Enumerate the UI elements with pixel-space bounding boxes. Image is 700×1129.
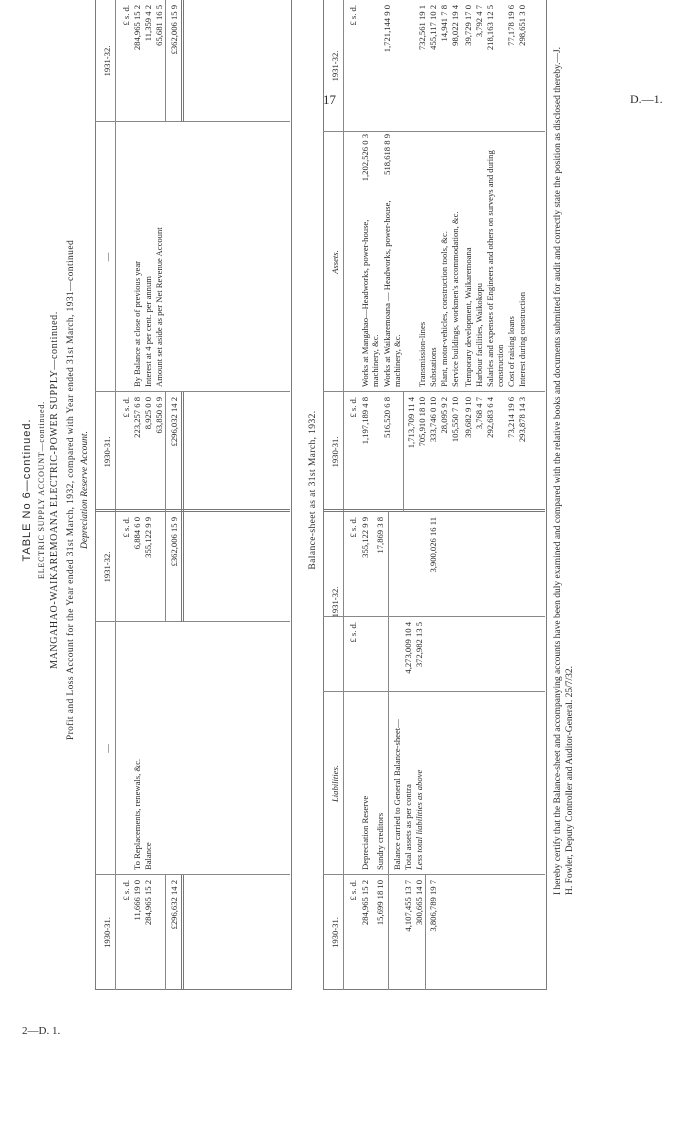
audit-certification: I hereby certify that the Balance-sheet and accompanying accounts have been duly examined and compared with the relative books and documents submitted for audit and correctly state the position as disclosed thereby.—J. H. Fowler, Deputy Controller and Auditor-General. 25/7/32. <box>553 46 575 895</box>
bs-asset-value: 105,550 7 10 <box>450 397 460 443</box>
bs-asset-value: 39,682 9 10 <box>463 397 473 438</box>
footer-code: 2—D. 1. <box>22 1025 61 1037</box>
depreciation-heading: Depreciation Reserve Account. <box>80 431 90 549</box>
scheme-subtitle: MANGAHAO-WAIKAREMOANA ELECTRIC-POWER SUPPLY—continued. <box>49 311 60 669</box>
bs-asset-label: Works at Mangahao—Headworks, power-house, machinery, &c. <box>360 219 380 387</box>
dep-credit-col-1931: 1930-31. <box>102 436 112 468</box>
dep-debit-label: To Replacements, renewals, &c. <box>132 758 142 870</box>
rotated-table-body <box>21 0 585 990</box>
bs-asset-value: 3,768 4 7 <box>474 397 484 430</box>
bs-asset-col-label: Assets. <box>330 250 340 274</box>
bs-asset-value: 732,561 19 1 <box>417 5 427 51</box>
bs-liab-col-1932: 1931-32. <box>330 586 340 618</box>
bs-asset-value: 705,910 18 10 <box>417 397 427 447</box>
bs-liab-value: 17,869 3 8 <box>375 517 385 554</box>
bs-liab-col-1931: 1930-31. <box>330 917 340 948</box>
bs-asset-label: Harbour facilities, Waikokopu <box>474 283 484 387</box>
dep-debit-total: £362,006 15 9 <box>169 517 179 567</box>
bs-asset-label: Cost of raising loans <box>506 316 516 387</box>
bs-asset-value: 14,941 7 8 <box>439 5 449 42</box>
bs-asset-label: Temporary development, Waikaremoana <box>463 247 473 387</box>
dep-debit-value: 355,122 9 9 <box>143 517 153 558</box>
bs-asset-label: Transmission-lines <box>417 321 427 387</box>
bs-liab-col-label: Liabilities. <box>330 765 340 803</box>
series-code: D.—1. <box>630 92 663 106</box>
bs-asset-col-1932: 1931-32. <box>330 50 340 82</box>
dep-credit-value: 63,850 6 9 <box>154 397 164 434</box>
bs-asset-value: 293,878 14 3 <box>517 397 527 443</box>
bs-asset-subvalue: 518,618 8 9 <box>382 134 392 175</box>
dep-debit-value: 6,884 6 0 <box>132 517 142 550</box>
bs-asset-value: 3,792 4 7 <box>474 5 484 38</box>
dep-debit-label: Balance <box>143 842 153 870</box>
bs-asset-label: Substations <box>428 347 438 387</box>
dep-credit-value: 65,681 16 5 <box>154 5 164 46</box>
dep-units: £ s. d. <box>121 5 131 26</box>
bs-asset-value: 292,683 6 4 <box>485 397 495 438</box>
dep-credit-col-blank: — <box>102 252 112 262</box>
dep-units: £ s. d. <box>121 880 131 901</box>
account-subtitle: ELECTRIC SUPPLY ACCOUNT—continued. <box>37 401 46 579</box>
bs-asset-label: Plant, motor-vehicles, construction tools, &c. <box>439 231 449 387</box>
bs-asset-value: 218,163 12 5 <box>485 5 495 51</box>
bs-liab-value: 300,665 14 0 <box>414 880 424 926</box>
bs-liab-value: 3,900,026 16 11 <box>428 517 438 573</box>
dep-debit-value: 11,666 19 0 <box>132 880 142 921</box>
bs-asset-label: Salaries and expenses of Engineers and others on surveys and during construction <box>485 150 505 387</box>
bs-asset-label: Interest during construction <box>517 292 527 387</box>
bs-liab-value: 4,273,009 10 4 <box>403 622 413 674</box>
bs-liab-label: Total assets as per contra <box>403 784 413 870</box>
bs-asset-label: Works at Waikaremoana — Headworks, power-house, machinery, &c. <box>382 200 402 387</box>
balance-sheet-heading: Balance-sheet as at 31st March, 1932. <box>308 410 318 570</box>
bs-asset-value: 28,095 9 2 <box>439 397 449 434</box>
bs-asset-value: 1,721,144 9 0 <box>382 5 392 53</box>
dep-debit-total: £296,632 14 2 <box>169 880 179 930</box>
bs-liab-label: Sundry creditors <box>375 812 385 870</box>
bs-asset-value: 1,197,189 4 8 <box>360 397 370 445</box>
dep-debit-col-1932: 1931-32. <box>102 551 112 583</box>
bs-liab-label: Less total liabilities as above <box>414 769 424 870</box>
bs-asset-subvalue: 1,202,526 0 3 <box>360 134 370 182</box>
bs-liab-value: 15,699 18 10 <box>375 880 385 926</box>
bs-liab-value: 355,122 9 9 <box>360 517 370 558</box>
bs-units: £ s. d. <box>348 5 358 26</box>
bs-asset-label: Service buildings, workmen's accommodation, &c. <box>450 211 460 387</box>
dep-units: £ s. d. <box>121 397 131 418</box>
bs-liab-label: Depreciation Reserve <box>360 795 370 870</box>
bs-asset-value: 333,746 0 10 <box>428 397 438 443</box>
bs-asset-value: 77,178 19 6 <box>506 5 516 46</box>
bs-asset-col-1931: 1930-31. <box>330 436 340 468</box>
bs-asset-value: 98,022 19 4 <box>450 5 460 46</box>
dep-credit-total: £296,032 14 2 <box>169 397 179 447</box>
bs-liab-value: 3,806,789 19 7 <box>428 880 438 932</box>
bs-units: £ s. d. <box>348 622 358 643</box>
dep-credit-total: £362,006 15 9 <box>169 5 179 55</box>
dep-credit-value: 284,965 15 2 <box>132 5 142 51</box>
dep-credit-label: Amount set aside as per Net Revenue Account <box>154 227 164 387</box>
bs-units: £ s. d. <box>348 397 358 418</box>
bs-liab-value: 4,107,455 13 7 <box>403 880 413 932</box>
bs-units: £ s. d. <box>348 880 358 901</box>
dep-credit-label: Interest at 4 per cent. per annum <box>143 276 153 387</box>
bs-asset-value: 298,651 3 0 <box>517 5 527 46</box>
bs-asset-value: 39,729 17 0 <box>463 5 473 46</box>
dep-credit-value: 8,925 0 0 <box>143 397 153 430</box>
bs-asset-value: 1,713,709 11 4 <box>406 397 416 449</box>
bs-asset-value: 73,214 19 6 <box>506 397 516 438</box>
header-rule <box>115 0 116 990</box>
page-number: 17 <box>323 92 336 107</box>
dep-credit-col-1932: 1931-32. <box>102 45 112 77</box>
dep-debit-col-1931: 1930-31. <box>102 917 112 948</box>
profit-loss-heading: Profit and Loss Account for the Year ended 31st March, 1932, compared with Year ended 31st March, 1931—continued <box>66 239 76 741</box>
bs-liab-value: 372,982 13 5 <box>414 622 424 668</box>
dep-debit-col-blank: — <box>102 744 112 753</box>
table-title: TABLE No 6—continued. <box>21 418 33 562</box>
dep-credit-value: 11,359 4 2 <box>143 5 153 42</box>
dep-debit-value: 284,965 15 2 <box>143 880 153 926</box>
bs-liab-label: Balance carried to General Balance-sheet— <box>392 719 402 870</box>
bs-asset-value: 455,117 10 2 <box>428 5 438 50</box>
bs-units: £ s. d. <box>348 517 358 538</box>
bs-liab-value: 284,965 15 2 <box>360 880 370 926</box>
dep-credit-value: 223,257 6 8 <box>132 397 142 438</box>
bs-asset-value: 516,520 6 8 <box>382 397 392 438</box>
dep-credit-label: By Balance at close of previous year <box>132 261 142 387</box>
dep-units: £ s. d. <box>121 517 131 538</box>
